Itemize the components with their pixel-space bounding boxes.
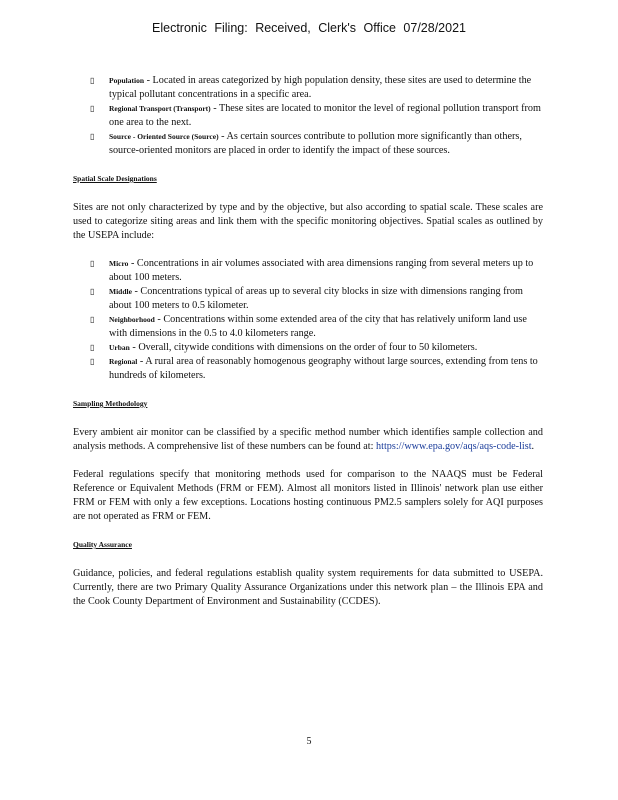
objective-list [73, 74, 543, 158]
bullet-icon: ▯ [90, 104, 95, 113]
section-heading-sampling: Sampling Methodology [73, 399, 148, 408]
item-term: Source - Oriented Source (Source) [109, 132, 219, 141]
bullet-icon: ▯ [90, 357, 95, 366]
list-item [73, 285, 543, 313]
aqs-code-list-link[interactable]: https://www.epa.gov/aqs/aqs-code-list [376, 441, 532, 452]
list-item [73, 130, 543, 158]
page-number: 5 [306, 736, 312, 747]
bullet-icon: ▯ [90, 132, 95, 141]
item-term: Population [109, 76, 145, 85]
section-heading-quality: Quality Assurance [73, 540, 132, 549]
spatial-scale-list [73, 257, 543, 383]
item-term: Regional Transport (Transport) [109, 104, 211, 113]
paragraph [73, 426, 543, 454]
bullet-icon: ▯ [90, 315, 95, 324]
list-item [73, 102, 543, 130]
bullet-icon: ▯ [90, 259, 95, 268]
bullet-icon: ▯ [90, 76, 95, 85]
paragraph-text: Every ambient air monitor can be classified by a specific method number which identifies sample collection and analysis methods. A comprehensive list of these numbers can be found at: [73, 427, 543, 452]
item-text: - Located in areas categorized by high population density, these sites are used to determine the typical pollutant concentrations in a specific area. [109, 75, 532, 100]
paragraph: Federal regulations specify that monitoring methods used for comparison to the NAAQS must be Federal Reference or Equivalent Methods (FRM or FEM). Almost all monitors listed in Illinois' network plan use either FRM or FEM with only a few exceptions. Locations hosting continuous PM2.5 samplers solely for AQI purposes are not operated as FRM or FEM. [73, 469, 543, 522]
item-text: - A rural area of reasonably homogenous geography without large sources, extending from tens to hundreds of kilometers. [109, 356, 538, 381]
item-text: - As certain sources contribute to pollution more significantly than others, source-oriented monitors are placed in order to identify the impact of these sources. [109, 131, 522, 156]
paragraph: Sites are not only characterized by type and by the objective, but also according to spatial scale. These scales are used to categorize siting areas and link them with the specific monitoring objectives. Spatial scales as outlined by the USEPA include: [73, 202, 543, 241]
item-term: Neighborhood [109, 315, 155, 324]
filing-header: Electronic Filing: Received, Clerk's Office 07/28/2021 [152, 21, 466, 35]
section-heading-spatial: Spatial Scale Designations [73, 174, 157, 183]
item-text: - Overall, citywide conditions with dimensions on the order of four to 50 kilometers. [129, 342, 478, 353]
item-text: - Concentrations typical of areas up to several city blocks in size with dimensions ranging from about 100 meters to 0.5 kilometer. [109, 286, 523, 311]
item-text: - Concentrations in air volumes associated with area dimensions ranging from several meters up to about 100 meters. [109, 258, 534, 283]
list-item [73, 257, 543, 285]
bullet-icon: ▯ [90, 343, 95, 352]
list-item [73, 313, 543, 341]
list-item [73, 74, 543, 102]
page-body [73, 74, 543, 623]
item-term: Middle [109, 287, 132, 296]
item-text: - Concentrations within some extended area of the city that has relatively uniform land use with dimensions in the 0.5 to 4.0 kilometers range. [109, 314, 527, 339]
list-item [73, 341, 543, 355]
paragraph: Guidance, policies, and federal regulations establish quality system requirements for data submitted to USEPA. Currently, there are two Primary Quality Assurance Organizations under this network plan – the Illinois EPA and the Cook County Department of Environment and Sustainability (CCDES). [73, 568, 543, 607]
item-term: Regional [109, 357, 138, 366]
paragraph-end: . [531, 441, 535, 452]
item-text: - These sites are located to monitor the level of regional pollution transport from one area to the next. [109, 103, 541, 128]
item-term: Micro [109, 259, 129, 268]
item-term: Urban [109, 343, 130, 352]
bullet-icon: ▯ [90, 287, 95, 296]
list-item [73, 355, 543, 383]
